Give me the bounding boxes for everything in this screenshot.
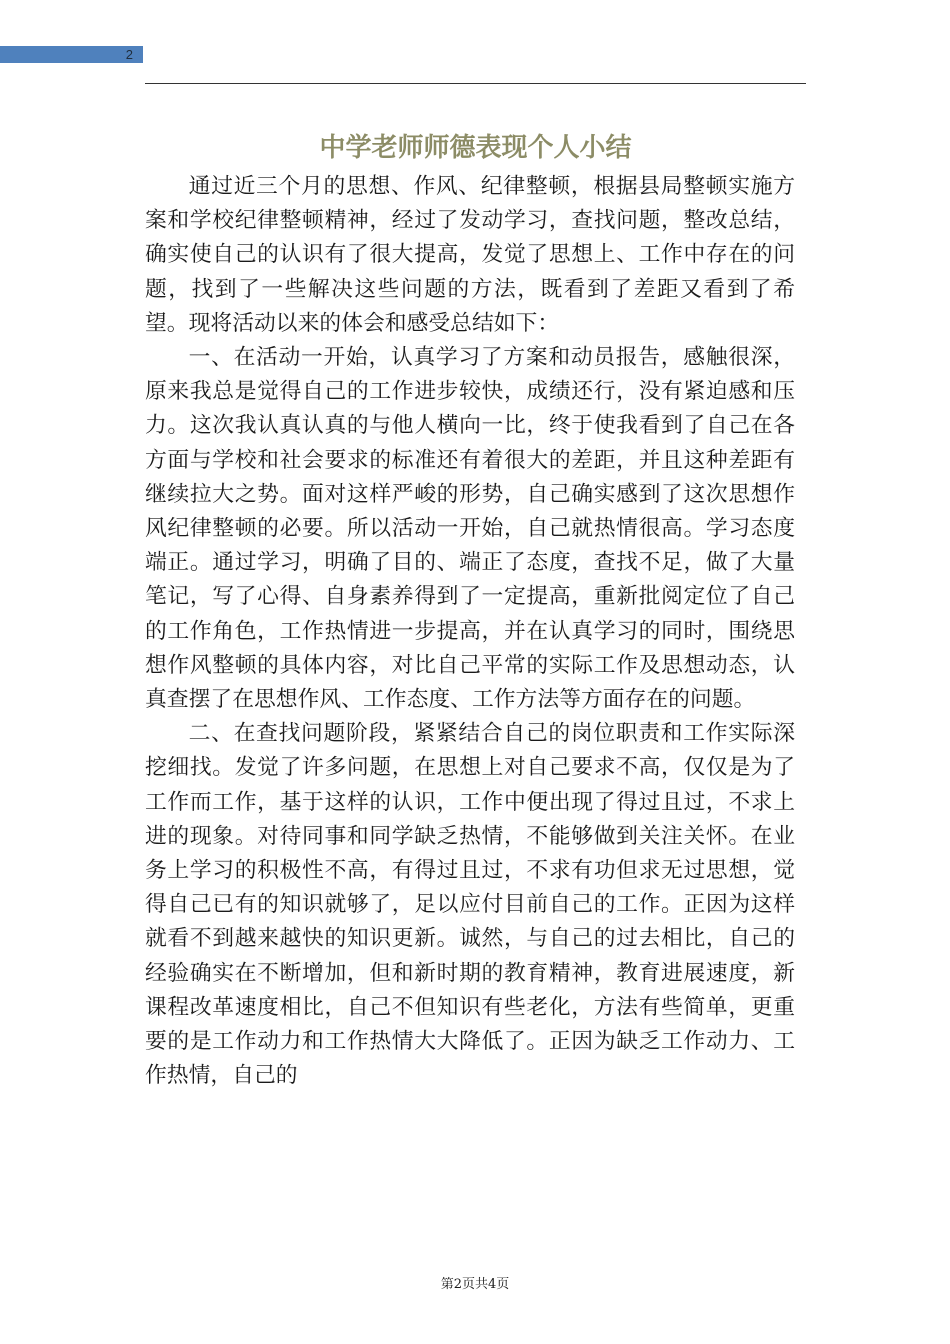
document-body (145, 170, 795, 1093)
paragraph-section-two: 二、在查找问题阶段，紧紧结合自己的岗位职责和工作实际深挖细找。发觉了许多问题，在思想上对自己要求不高，仅仅是为了工作而工作，基于这样的认识，工作中便出现了得过且过，不求上进的现象。对待同事和同学缺乏热情，不能够做到关注关怀。在业务上学习的积极性不高，有得过且过，不求有功但求无过思想，觉得自己已有的知识就够了，足以应付目前自己的工作。正因为这样就看不到越来越快的知识更新。诚然，与自己的过去相比，自己的经验确实在不断增加，但和新时期的教育精神，教育进展速度，新课程改革速度相比，自己不但知识有些老化，方法有些简单，更重要的是工作动力和工作热情大大降低了。正因为缺乏工作动力、工作热情，自己的 (145, 721, 795, 1089)
paragraph-section-one: 一、在活动一开始，认真学习了方案和动员报告，感触很深，原来我总是觉得自己的工作进步较快，成绩还行，没有紧迫感和压力。这次我认真认真的与他人横向一比，终于使我看到了自己在各方面与学校和社会要求的标准还有着很大的差距，并且这种差距有继续拉大之势。面对这样严峻的形势，自己确实感到了这次思想作风纪律整顿的必要。所以活动一开始，自己就热情很高。学习态度端正。通过学习，明确了目的、端正了态度，查找不足，做了大量笔记，写了心得、自身素养得到了一定提高，重新批阅定位了自己的工作角色，工作热情进一步提高，并在认真学习的同时，围绕思想作风整顿的具体内容，对比自己平常的实际工作及思想动态，认真查摆了在思想作风、工作态度、工作方法等方面存在的问题。 (145, 345, 795, 713)
paragraph-intro: 通过近三个月的思想、作风、纪律整顿，根据县局整顿实施方案和学校纪律整顿精神，经过了发动学习，查找问题，整改总结，确实使自己的认识有了很大提高，发觉了思想上、工作中存在的问题，找到了一些解决这些问题的方法，既看到了差距又看到了希望。现将活动以来的体会和感受总结如下： (145, 174, 795, 336)
header-divider (145, 83, 806, 84)
header-page-number: 2 (125, 47, 133, 62)
page-footer: 第2页共4页 (440, 1277, 510, 1292)
page-number-tab (0, 46, 143, 63)
document-title: 中学老师师德表现个人小结 (319, 133, 632, 163)
